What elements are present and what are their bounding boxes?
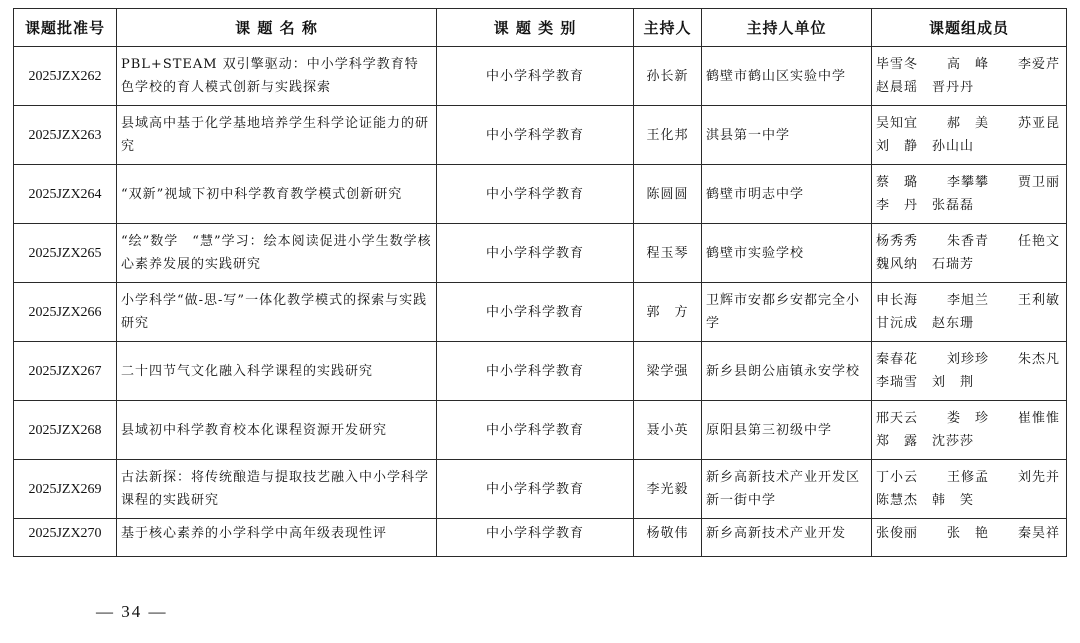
host-unit: 鹤壁市明志中学 (702, 165, 872, 224)
project-category: 中小学科学教育 (437, 47, 634, 106)
member-name: 苏亚昆 (1017, 116, 1060, 131)
project-title: PBL+STEAM 双引擎驱动：中小学科学教育特色学校的育人模式创新与实践探索 (117, 47, 437, 106)
member-name: 申长海 (876, 293, 919, 308)
member-name: 李爱芹 (1017, 57, 1060, 72)
member-name: 高 峰 (946, 57, 989, 72)
host-unit: 卫辉市安都乡安都完全小学 (702, 283, 872, 342)
member-name: 刘 静 (876, 139, 919, 154)
member-line (876, 407, 1062, 430)
approval-number: 2025JZX267 (14, 342, 117, 401)
member-line (876, 430, 1062, 453)
host-name: 陈圆圆 (634, 165, 702, 224)
member-name: 赵晨瑶 (876, 80, 919, 95)
member-name: 刘先并 (1017, 470, 1060, 485)
member-name: 毕雪冬 (876, 57, 919, 72)
members-cell (872, 519, 1067, 557)
member-line (876, 489, 1062, 512)
member-line (876, 230, 1062, 253)
member-name: 孙山山 (932, 139, 975, 154)
member-name: 韩 笑 (932, 493, 975, 508)
approval-number: 2025JZX265 (14, 224, 117, 283)
host-name: 杨敬伟 (634, 519, 702, 557)
member-name: 王修孟 (946, 470, 989, 485)
host-unit: 鹤壁市实验学校 (702, 224, 872, 283)
project-category: 中小学科学教育 (437, 106, 634, 165)
table-row (14, 106, 1067, 165)
host-name: 程玉琴 (634, 224, 702, 283)
member-name: 张 艳 (946, 526, 989, 541)
approval-number: 2025JZX268 (14, 401, 117, 460)
header-project-category: 课 题 类 别 (437, 9, 634, 47)
member-name: 李旭兰 (946, 293, 989, 308)
members-cell (872, 106, 1067, 165)
member-line (876, 194, 1062, 217)
member-name: 王利敏 (1017, 293, 1060, 308)
header-host-unit: 主持人单位 (702, 9, 872, 47)
member-name: 蔡 璐 (876, 175, 919, 190)
member-line (876, 53, 1062, 76)
member-name: 刘 荆 (932, 375, 975, 390)
member-name: 郑 露 (876, 434, 919, 449)
table-row (14, 401, 1067, 460)
member-name: 张俊丽 (876, 526, 919, 541)
host-name: 孙长新 (634, 47, 702, 106)
project-category: 中小学科学教育 (437, 342, 634, 401)
host-name: 王化邦 (634, 106, 702, 165)
project-title: 县域高中基于化学基地培养学生科学论证能力的研究 (117, 106, 437, 165)
project-category: 中小学科学教育 (437, 165, 634, 224)
project-category: 中小学科学教育 (437, 224, 634, 283)
table-row (14, 224, 1067, 283)
approval-number: 2025JZX269 (14, 460, 117, 519)
members-cell (872, 283, 1067, 342)
table-row (14, 283, 1067, 342)
approval-number: 2025JZX262 (14, 47, 117, 106)
member-name: 贾卫丽 (1017, 175, 1060, 190)
project-category: 中小学科学教育 (437, 519, 634, 557)
project-title: “绘”数学 “慧”学习：绘本阅读促进小学生数学核心素养发展的实践研究 (117, 224, 437, 283)
project-title: 小学科学“做-思-写”一体化教学模式的探索与实践研究 (117, 283, 437, 342)
header-row (14, 9, 1067, 47)
members-cell (872, 224, 1067, 283)
member-line (876, 371, 1062, 394)
host-name: 梁学强 (634, 342, 702, 401)
members-cell (872, 342, 1067, 401)
host-unit: 新乡高新技术产业开发 (702, 519, 872, 557)
project-title: 古法新探：将传统酿造与提取技艺融入中小学科学课程的实践研究 (117, 460, 437, 519)
host-name: 聂小英 (634, 401, 702, 460)
member-line (876, 112, 1062, 135)
table-row (14, 460, 1067, 519)
member-name: 李攀攀 (946, 175, 989, 190)
member-name: 朱杰凡 (1017, 352, 1060, 367)
table-body (14, 47, 1067, 557)
page-number: — 34 — (96, 602, 168, 621)
member-name: 李瑞雪 (876, 375, 919, 390)
member-name: 朱香青 (946, 234, 989, 249)
member-line (876, 312, 1062, 335)
member-line (876, 135, 1062, 158)
project-approval-table (13, 8, 1067, 557)
members-cell (872, 47, 1067, 106)
member-name: 刘珍珍 (946, 352, 989, 367)
project-category: 中小学科学教育 (437, 460, 634, 519)
member-name: 甘沅成 (876, 316, 919, 331)
member-line (876, 253, 1062, 276)
members-cell (872, 401, 1067, 460)
host-name: 郭 方 (634, 283, 702, 342)
member-name: 陈慧杰 (876, 493, 919, 508)
members-cell (872, 460, 1067, 519)
approval-number: 2025JZX263 (14, 106, 117, 165)
member-name: 娄 珍 (946, 411, 989, 426)
host-unit: 新乡县朗公庙镇永安学校 (702, 342, 872, 401)
host-unit: 原阳县第三初级中学 (702, 401, 872, 460)
member-name: 秦昊祥 (1017, 526, 1060, 541)
member-name: 沈莎莎 (932, 434, 975, 449)
member-name: 李 丹 (876, 198, 919, 213)
host-unit: 鹤壁市鹤山区实验中学 (702, 47, 872, 106)
member-line (876, 76, 1062, 99)
project-title: 基于核心素养的小学科学中高年级表现性评 (117, 519, 437, 557)
member-name: 任艳文 (1017, 234, 1060, 249)
host-name: 李光毅 (634, 460, 702, 519)
member-name: 晋丹丹 (932, 80, 975, 95)
header-approval-number: 课题批准号 (14, 9, 117, 47)
member-name: 秦春花 (876, 352, 919, 367)
header-project-title: 课 题 名 称 (117, 9, 437, 47)
member-name: 吴知宜 (876, 116, 919, 131)
members-cell (872, 165, 1067, 224)
host-unit: 淇县第一中学 (702, 106, 872, 165)
project-title: 县域初中科学教育校本化课程资源开发研究 (117, 401, 437, 460)
member-name: 郝 美 (946, 116, 989, 131)
host-unit: 新乡高新技术产业开发区新一街中学 (702, 460, 872, 519)
project-category: 中小学科学教育 (437, 401, 634, 460)
table-row (14, 165, 1067, 224)
member-name: 杨秀秀 (876, 234, 919, 249)
member-name: 邢天云 (876, 411, 919, 426)
member-line (876, 466, 1062, 489)
member-line (876, 289, 1062, 312)
project-category: 中小学科学教育 (437, 283, 634, 342)
table-row (14, 47, 1067, 106)
member-line (876, 348, 1062, 371)
table-header (14, 9, 1067, 47)
member-name: 石瑞芳 (932, 257, 975, 272)
header-host: 主持人 (634, 9, 702, 47)
project-title: “双新”视域下初中科学教育教学模式创新研究 (117, 165, 437, 224)
header-members: 课题组成员 (872, 9, 1067, 47)
member-name: 魏风纳 (876, 257, 919, 272)
member-line (876, 522, 1062, 545)
project-title: 二十四节气文化融入科学课程的实践研究 (117, 342, 437, 401)
approval-number: 2025JZX264 (14, 165, 117, 224)
member-name: 崔惟惟 (1017, 411, 1060, 426)
member-name: 赵东珊 (932, 316, 975, 331)
approval-number: 2025JZX266 (14, 283, 117, 342)
table-row (14, 342, 1067, 401)
member-line (876, 171, 1062, 194)
member-name: 张磊磊 (932, 198, 975, 213)
member-name: 丁小云 (876, 470, 919, 485)
table-row (14, 519, 1067, 557)
approval-number: 2025JZX270 (14, 519, 117, 557)
